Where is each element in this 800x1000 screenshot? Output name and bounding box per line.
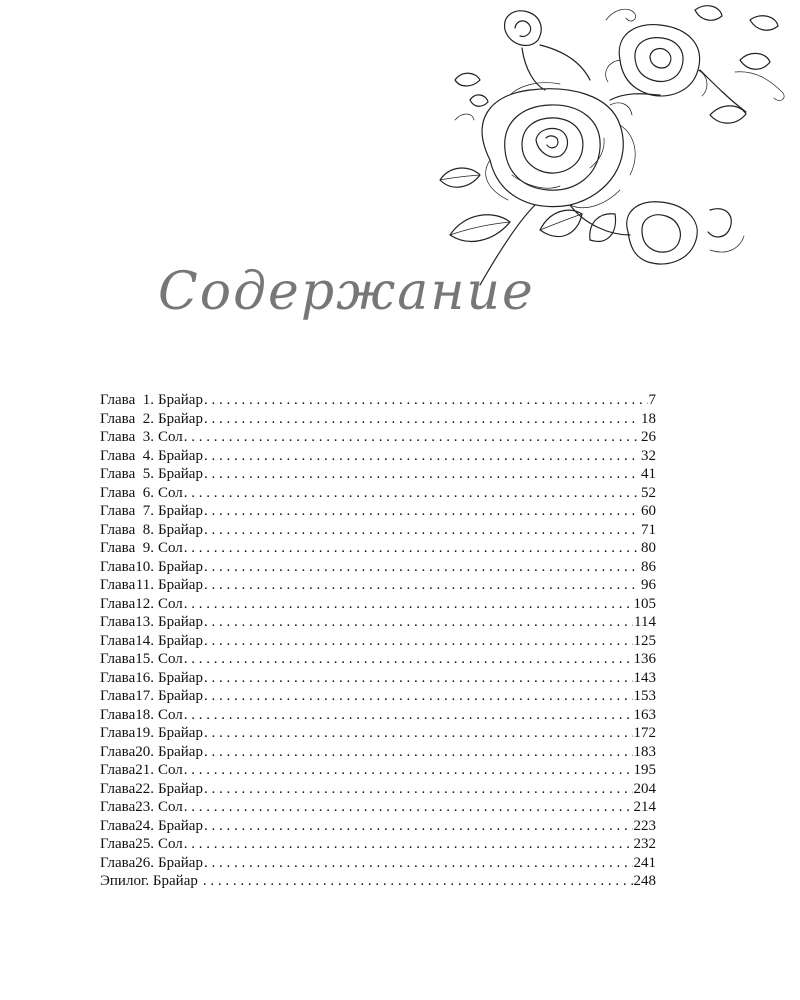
- toc-entry-number: 18.: [135, 706, 154, 723]
- toc-entry: [100, 613, 656, 632]
- toc-entry: [100, 502, 656, 521]
- toc-entry-leader: [184, 595, 633, 614]
- toc-entry-name: Брайар: [158, 577, 203, 593]
- table-of-contents: [100, 391, 656, 891]
- toc-entry-label: Глава: [100, 392, 136, 408]
- toc-entry: [100, 669, 656, 688]
- toc-entry-name: Брайар: [158, 614, 203, 630]
- toc-entry-leader: [204, 576, 640, 595]
- toc-entry-number: 23.: [135, 799, 154, 815]
- toc-entry-page: 125: [633, 632, 656, 649]
- toc-entry-leader: [204, 854, 633, 873]
- toc-entry-name: Брайар: [158, 743, 203, 760]
- toc-entry-label: Глава: [100, 410, 136, 427]
- toc-entry-label: Глава: [100, 577, 136, 593]
- toc-entry-label: Глава: [100, 558, 136, 575]
- toc-entry-leader: [184, 428, 640, 447]
- toc-entry-label: Глава: [100, 817, 136, 834]
- toc-entry-label: Глава: [100, 780, 136, 797]
- toc-entry-name: Брайар: [158, 688, 203, 704]
- toc-entry-leader: [184, 706, 633, 725]
- toc-entry-label: Глава: [100, 540, 136, 556]
- toc-entry-name: Брайар: [158, 632, 203, 649]
- toc-entry: [100, 650, 656, 669]
- toc-entry: [100, 465, 656, 484]
- toc-entry: [100, 761, 656, 780]
- toc-entry: [100, 391, 656, 410]
- toc-entry-leader: [204, 743, 633, 762]
- toc-entry-label: Глава: [100, 503, 136, 519]
- toc-entry-leader: [184, 484, 640, 503]
- toc-entry-leader: [204, 669, 633, 688]
- toc-entry-label: Глава: [100, 651, 136, 667]
- toc-entry-number: 9.: [142, 540, 154, 556]
- toc-entry: [100, 576, 656, 595]
- toc-entry-label: Глава: [100, 706, 136, 723]
- toc-entry-page: 248: [633, 873, 656, 889]
- toc-entry-name: Сол: [158, 836, 183, 852]
- toc-entry-name: Сол: [158, 484, 183, 501]
- toc-entry-number: 7.: [142, 503, 154, 519]
- toc-entry-page: 172: [633, 725, 656, 741]
- toc-entry: [100, 854, 656, 873]
- toc-entry-page: 153: [633, 688, 656, 704]
- toc-entry-page: 214: [633, 799, 656, 815]
- toc-entry-number: 13.: [135, 614, 154, 630]
- toc-entry-label: Глава: [100, 836, 136, 852]
- toc-entry-label: Глава: [100, 521, 136, 538]
- upper-rose: [606, 25, 707, 96]
- toc-entry-name: Брайар: [158, 466, 203, 482]
- toc-entry-label: Глава: [100, 799, 136, 815]
- toc-entry-leader: [204, 687, 633, 706]
- toc-entry-page: 96: [641, 577, 656, 593]
- toc-entry-number: 25.: [135, 836, 154, 852]
- toc-entry-leader: [184, 835, 633, 854]
- toc-entry-name: Сол: [158, 429, 183, 445]
- toc-entry-label: Глава: [100, 484, 136, 501]
- toc-entry: [100, 447, 656, 466]
- toc-entry-leader: [184, 539, 640, 558]
- leaves: [440, 6, 778, 242]
- toc-entry: [100, 428, 656, 447]
- toc-entry: [100, 539, 656, 558]
- toc-entry: [100, 706, 656, 725]
- toc-entry-name: Брайар: [158, 669, 203, 686]
- toc-entry-leader: [204, 632, 633, 651]
- toc-entry-name: Сол: [158, 540, 183, 556]
- toc-entry-leader: [184, 761, 633, 780]
- toc-entry-leader: [204, 613, 633, 632]
- toc-entry-number: 21.: [135, 762, 154, 778]
- toc-entry-page: 183: [633, 743, 656, 760]
- toc-entry-label: Глава: [100, 854, 136, 871]
- toc-entry-name: Сол: [158, 762, 183, 778]
- toc-entry-name: Брайар: [158, 558, 203, 575]
- toc-entry-name: Брайар: [158, 503, 203, 519]
- toc-entry-number: 10.: [135, 558, 154, 575]
- toc-entry-number: 22.: [135, 780, 154, 797]
- toc-entry-leader: [204, 724, 633, 743]
- toc-entry-name: Сол: [158, 706, 183, 723]
- toc-entry-number: 2.: [142, 410, 154, 427]
- toc-entry: [100, 687, 656, 706]
- toc-entry-page: 86: [641, 558, 656, 575]
- toc-entry-leader: [184, 650, 633, 669]
- toc-entry: [100, 817, 656, 836]
- toc-entry-page: 232: [633, 836, 656, 852]
- toc-entry-name: Брайар: [158, 447, 203, 464]
- lower-rose: [627, 202, 732, 264]
- toc-entry-number: 5.: [142, 466, 154, 482]
- toc-entry-leader: [204, 447, 640, 466]
- toc-entry-page: 71: [641, 521, 656, 538]
- toc-entry: [100, 410, 656, 429]
- toc-entry-page: 223: [633, 817, 656, 834]
- toc-entry-page: 80: [641, 540, 656, 556]
- toc-entry-label: Глава: [100, 466, 136, 482]
- toc-entry-number: 19.: [135, 725, 154, 741]
- toc-entry-label: Эпилог. Брайар: [100, 873, 198, 889]
- toc-entry-number: 17.: [135, 688, 154, 704]
- toc-entry-label: Глава: [100, 429, 136, 445]
- toc-entry-page: 18: [641, 410, 656, 427]
- toc-entry-name: Брайар: [158, 410, 203, 427]
- roses-illustration: [410, 0, 800, 290]
- toc-entry-page: 105: [633, 595, 656, 612]
- toc-entry: [100, 724, 656, 743]
- toc-entry-label: Глава: [100, 447, 136, 464]
- toc-entry-number: 16.: [135, 669, 154, 686]
- toc-entry-name: Брайар: [158, 854, 203, 871]
- toc-entry-leader: [204, 410, 640, 429]
- toc-entry: [100, 521, 656, 540]
- toc-entry-name: Брайар: [158, 392, 203, 408]
- big-rose: [482, 83, 635, 208]
- toc-entry: [100, 558, 656, 577]
- toc-entry-number: 8.: [142, 521, 154, 538]
- toc-entry-label: Глава: [100, 743, 136, 760]
- toc-entry-label: Глава: [100, 725, 136, 741]
- toc-entry-page: 32: [641, 447, 656, 464]
- toc-entry-page: 26: [641, 429, 656, 445]
- toc-entry-label: Глава: [100, 762, 136, 778]
- toc-entry-label: Глава: [100, 669, 136, 686]
- page-title: Содержание: [158, 262, 535, 322]
- toc-entry-name: Сол: [158, 595, 183, 612]
- toc-entry-number: 20.: [135, 743, 154, 760]
- toc-entry-page: 7: [648, 392, 656, 408]
- toc-entry: [100, 484, 656, 503]
- toc-entry: [100, 595, 656, 614]
- toc-entry-epilogue: [100, 872, 656, 891]
- toc-entry-label: Глава: [100, 688, 136, 704]
- toc-entry-number: 14.: [135, 632, 154, 649]
- toc-entry-number: 11.: [135, 577, 154, 593]
- toc-entry-leader: [204, 780, 633, 799]
- toc-entry: [100, 780, 656, 799]
- toc-entry: [100, 743, 656, 762]
- toc-entry-number: 24.: [135, 817, 154, 834]
- toc-entry-leader: [204, 817, 633, 836]
- toc-entry-number: 15.: [135, 651, 154, 667]
- toc-entry-leader: [204, 391, 648, 410]
- toc-entry-number: 12.: [135, 595, 154, 612]
- toc-entry-name: Сол: [158, 651, 183, 667]
- toc-entry-leader: [204, 465, 640, 484]
- toc-entry-page: 204: [633, 780, 656, 797]
- toc-entry-number: 6.: [142, 484, 154, 501]
- toc-entry-number: 4.: [142, 447, 154, 464]
- toc-entry: [100, 798, 656, 817]
- toc-entry-leader: [204, 558, 640, 577]
- toc-entry-name: Брайар: [158, 817, 203, 834]
- toc-entry-label: Глава: [100, 595, 136, 612]
- toc-entry: [100, 835, 656, 854]
- toc-entry-label: Глава: [100, 632, 136, 649]
- toc-entry-name: Брайар: [158, 725, 203, 741]
- toc-entry-number: 1.: [142, 392, 154, 408]
- toc-entry-name: Сол: [158, 799, 183, 815]
- toc-entry-leader: [203, 872, 633, 891]
- toc-entry-page: 41: [641, 466, 656, 482]
- toc-entry-name: Брайар: [158, 780, 203, 797]
- toc-entry-number: 3.: [142, 429, 154, 445]
- rose-bud: [505, 11, 545, 90]
- toc-entry-number: 26.: [135, 854, 154, 871]
- toc-entry-page: 60: [641, 503, 656, 519]
- toc-entry: [100, 632, 656, 651]
- toc-entry-leader: [204, 521, 640, 540]
- toc-entry-leader: [204, 502, 640, 521]
- toc-entry-label: Глава: [100, 614, 136, 630]
- toc-entry-leader: [184, 798, 633, 817]
- toc-entry-name: Брайар: [158, 521, 203, 538]
- toc-entry-page: 52: [641, 484, 656, 501]
- toc-entry-page: 136: [633, 651, 656, 667]
- toc-entry-page: 114: [634, 614, 656, 630]
- toc-entry-page: 195: [633, 762, 656, 778]
- toc-entry-page: 143: [633, 669, 656, 686]
- toc-entry-page: 163: [633, 706, 656, 723]
- toc-entry-page: 241: [633, 854, 656, 871]
